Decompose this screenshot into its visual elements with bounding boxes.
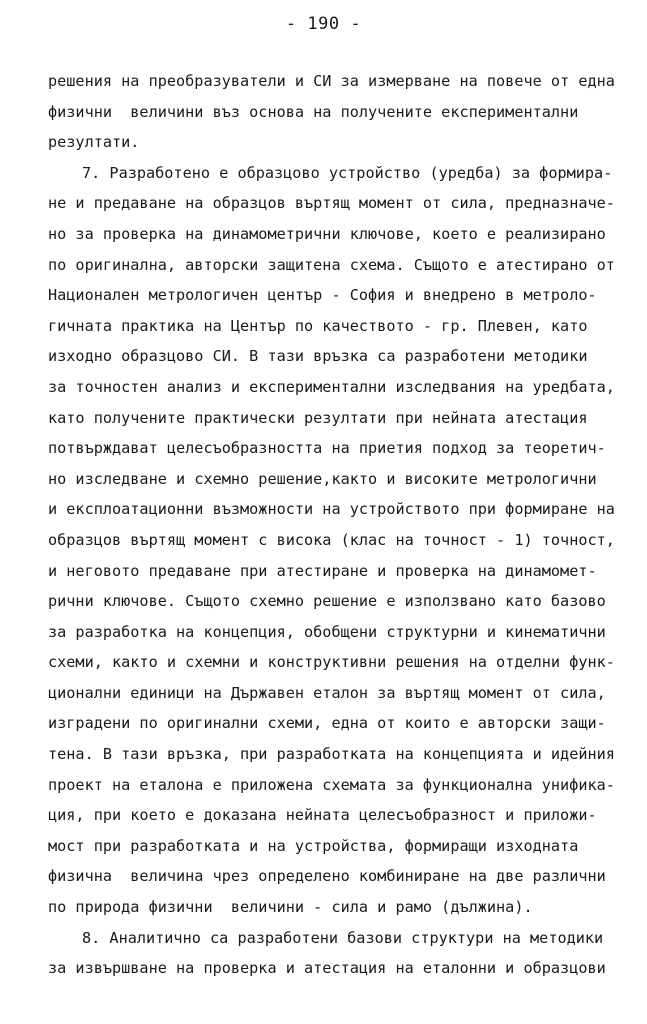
text-line: изградени по оригинални схеми, една от които е авторски защи- [48, 714, 606, 733]
text-line: и неговото предаване при атестиране и проверка на динамомет- [48, 561, 597, 580]
text-line: резултати. [48, 133, 140, 152]
text-line: проект на еталона е приложена схемата за функционална унифика- [48, 775, 615, 794]
text-line: и експлоатационни възможности на устройството при формиране на [48, 500, 615, 519]
text-line: мост при разработката и на устройства, формиращи изходната [48, 836, 579, 855]
text-line: образцов въртящ момент с висока (клас на точност - 1) точност, [48, 530, 615, 549]
page-number: - 190 - [285, 14, 362, 34]
text-line: изходно образцово СИ. В тази връзка са разработени методики [48, 347, 588, 366]
text-line: гичната практика на Център по качеството - гр. Плевен, като [48, 316, 588, 335]
text-line: схеми, както и схемни и конструктивни решения на отделни функ- [48, 653, 615, 672]
paragraph-start-line: 8. Аналитично са разработени базови структури на методики [82, 928, 604, 947]
body-text [48, 66, 618, 984]
text-line: не и предаване на образцов въртящ момент от сила, предназначе- [48, 194, 615, 213]
text-line: но изследване и схемно решение,както и високите метрологични [48, 469, 597, 488]
text-line: за извършване на проверка и атестация на еталонни и образцови [48, 959, 606, 978]
text-line: по природа физични величини - сила и рамо (дължина). [48, 898, 533, 917]
text-line: ционални единици на Държавен еталон за въртящ момент от сила, [48, 683, 606, 702]
text-line: за точностен анализ и експериментални изследвания на уредбата, [48, 377, 615, 396]
text-line: ция, при което е доказана нейната целесъобразност и приложи- [48, 806, 597, 825]
text-line: рични ключове. Същото схемно решение е използвано като базово [48, 592, 606, 611]
text-line: но за проверка на динамометрични ключове, което е реализирано [48, 224, 606, 243]
text-line: физична величина чрез определено комбиниране на две различни [48, 867, 606, 886]
text-line: физични величини въз основа на получените експериментални [48, 102, 579, 121]
text-line: потвърждават целесъобразността на приетия подход за теоретич- [48, 439, 606, 458]
text-line: по оригинална, авторски защитена схема. Същото е атестирано от [48, 255, 615, 274]
paragraph-start-line: 7. Разработено е образцово устройство (уредба) за формира- [82, 163, 613, 182]
text-line: решения на преобразуватели и СИ за измерване на повече от една [48, 72, 615, 90]
text-line: за разработка на концепция, обобщени структурни и кинематични [48, 622, 606, 641]
text-line: тена. В тази връзка, при разработката на концепцията и идейния [48, 745, 615, 764]
text-line: Национален метрологичен център - София и внедрено в метроло- [48, 286, 597, 305]
text-line: като получените практически резултати при нейната атестация [48, 408, 588, 427]
